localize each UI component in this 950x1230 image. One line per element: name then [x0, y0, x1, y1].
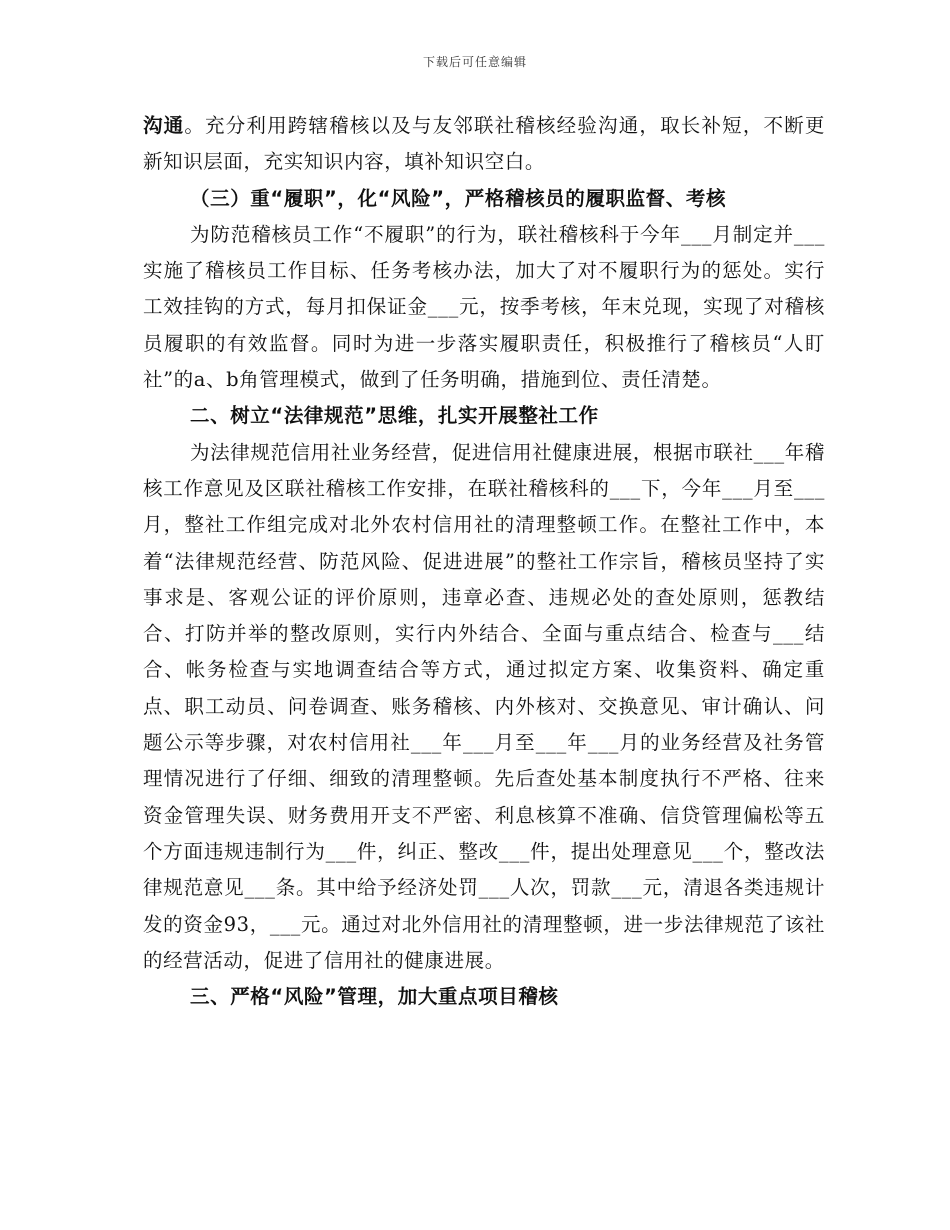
section-heading-three: 三、严格“风险”管理，加大重点项目稽核	[190, 985, 559, 1009]
paragraph-1-text: 。充分利用跨辖稽核以及与友邻联社稽核经验沟通，取长补短，不断更新知识层面，充实知识内容，填补知识空白。	[143, 114, 825, 174]
document-body	[143, 108, 825, 1015]
section-heading-3: （三）重“履职”，化“风险”，严格稽核员的履职监督、考核	[190, 186, 727, 210]
section-heading-two: 二、树立“法律规范”思维，扎实开展整社工作	[190, 404, 599, 428]
page-header: 下载后可任意编辑	[422, 55, 527, 69]
paragraph-3: 为法律规范信用社业务经营，促进信用社健康进展，根据市联社___年稽核工作意见及区联社稽核工作安排，在联社稽核科的___下，今年___月至___月，整社工作组完成对北外农村信用社的清理整顿工作。在整社工作中，本着“法律规范经营、防范风险、促进进展”的整社工作宗旨，稽核员坚持了实事求是、客观公证的评价原则，违章必查、违规必处的查处原则，惩教结合、打防并举的整改原则，实行内外结合、全面与重点结合、检查与___结合、帐务检查与实地调查结合等方式，通过拟定方案、收集资料、确定重点、职工动员、问卷调查、账务稽核、内外核对、交换意见、审计确认、问题公示等步骤，对农村信用社___年___月至___年___月的业务经营及社务管理情况进行了仔细、细致的清理整顿。先后查处基本制度执行不严格、往来资金管理失误、财务费用开支不严密、利息核算不准确、信贷管理偏松等五个方面违规违制行为___件，纠正、整改___件，提出处理意见___个，整改法律规范意见___条。其中给予经济处罚___人次，罚款___元，清退各类违规计发的资金93，___元。通过对北外信用社的清理整顿，进一步法律规范了该社的经营活动，促进了信用社的健康进展。	[143, 440, 825, 972]
paragraph-1-lead: 沟通	[143, 114, 185, 137]
paragraph-2: 为防范稽核员工作“不履职”的行为，联社稽核科于今年___月制定并___实施了稽核员工作目标、任务考核办法，加大了对不履职行为的惩处。实行工效挂钩的方式，每月扣保证金___元，按季考核，年末兑现，实现了对稽核员履职的有效监督。同时为进一步落实履职责任，积极推行了稽核员“人盯社”的a、b角管理模式，做到了任务明确，措施到位、责任清楚。	[143, 222, 825, 392]
paragraph-1	[143, 108, 825, 181]
